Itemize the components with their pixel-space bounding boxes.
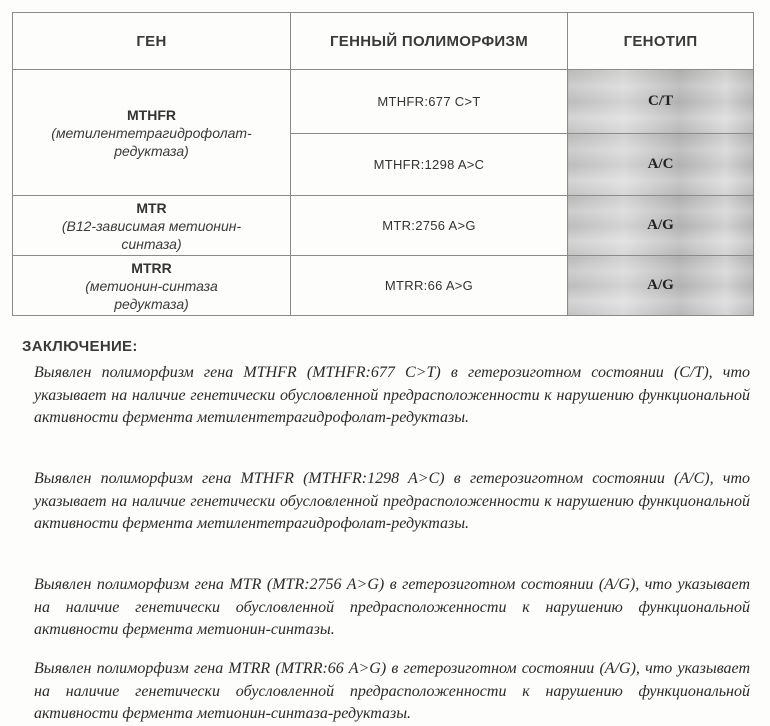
gene-cell-mtr (13, 196, 291, 256)
conclusion-title: ЗАКЛЮЧЕНИЕ: (22, 338, 138, 355)
gene-description: (B12-зависимая метионин-синтаза) (61, 217, 242, 252)
gene-name: MTR (136, 199, 167, 216)
conclusion-paragraph: Выявлен полиморфизм гена MTHFR (MTHFR:677 C>T) в гетерозиготном состоянии (C/T), что указывает на наличие генетически обусловленной предрасположенности к нарушению функциональной активности фермента метилентетрагидрофолат-редуктазы. (34, 364, 750, 426)
genotype-cell: A/G (568, 256, 754, 316)
conclusion-paragraph: Выявлен полиморфизм гена MTRR (MTRR:66 A>G) в гетерозиготном состоянии (A/G), что указывает на наличие генетически обусловленной предрасположенности к нарушению функциональной активности фермента метионин-синтаза-редуктазы. (34, 660, 750, 722)
header-polymorphism: ГЕННЫЙ ПОЛИМОРФИЗМ (291, 13, 568, 70)
conclusion-paragraph: Выявлен полиморфизм гена MTHFR (MTHFR:1298 A>C) в гетерозиготном состоянии (A/C), что указывает на наличие генетически обусловленной предрасположенности к нарушению функциональной активности фермента метилентетрагидрофолат-редуктазы. (34, 470, 750, 532)
polymorphism-cell: MTHFR:1298 A>C (291, 134, 568, 196)
genotype-cell: A/C (568, 134, 754, 196)
table-header-row (13, 13, 754, 70)
gene-cell-mthfr (13, 70, 291, 196)
genotype-cell: A/G (568, 196, 754, 256)
header-gene: ГЕН (13, 13, 291, 70)
gene-description: (метилентетрагидрофолат-редуктаза) (51, 124, 252, 159)
gene-name: MTRR (131, 259, 172, 276)
conclusion-paragraph: Выявлен полиморфизм гена MTR (MTR:2756 A>G) в гетерозиготном состоянии (A/G), что указывает на наличие генетически обусловленной предрасположенности к нарушению функциональной активности фермента метионин-синтазы. (34, 576, 750, 638)
gene-description: (метионин-синтаза редуктаза) (85, 277, 218, 312)
polymorphism-cell: MTRR:66 A>G (291, 256, 568, 316)
polymorphism-cell: MTHFR:677 C>T (291, 70, 568, 134)
header-genotype: ГЕНОТИП (568, 13, 754, 70)
table-row (13, 196, 754, 256)
gene-name: MTHFR (127, 106, 176, 123)
gene-cell-mtrr (13, 256, 291, 316)
table-row (13, 256, 754, 316)
genotype-cell: C/T (568, 70, 754, 134)
polymorphism-cell: MTR:2756 A>G (291, 196, 568, 256)
table-row (13, 70, 754, 134)
genotype-table (12, 12, 754, 316)
